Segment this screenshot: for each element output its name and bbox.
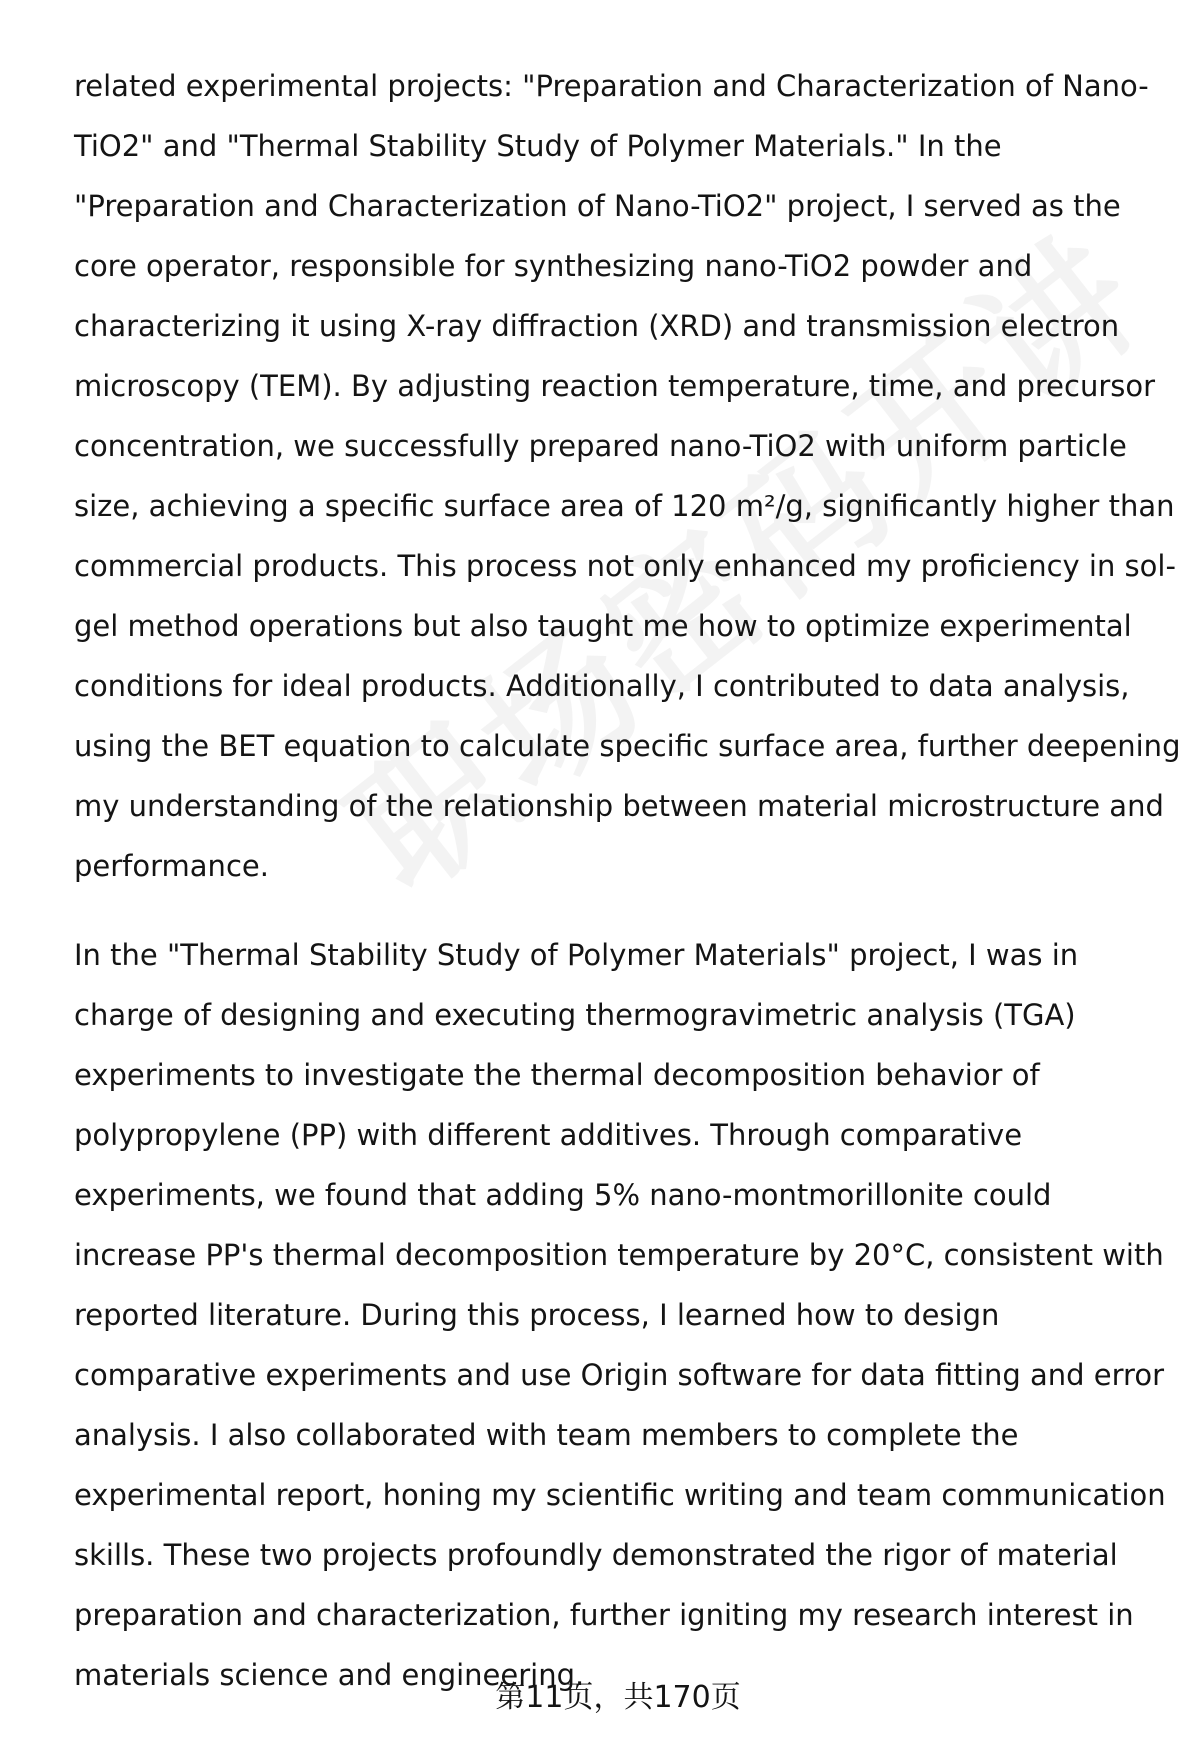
paragraph-1 bbox=[74, 56, 1181, 896]
text-line: TiO2" and "Thermal Stability Study of Polymer Materials." In the bbox=[74, 129, 1002, 163]
text-line: preparation and characterization, further igniting my research interest in bbox=[74, 1598, 1134, 1632]
text-line: performance. bbox=[74, 849, 269, 883]
text-line: experimental report, honing my scientific writing and team communication bbox=[74, 1478, 1166, 1512]
text-line: charge of designing and executing thermogravimetric analysis (TGA) bbox=[74, 998, 1076, 1032]
paragraph-spacer bbox=[74, 896, 1154, 925]
text-line: analysis. I also collaborated with team members to complete the bbox=[74, 1418, 1019, 1452]
text-line: In the "Thermal Stability Study of Polymer Materials" project, I was in bbox=[74, 938, 1079, 972]
text-line: concentration, we successfully prepared nano-TiO2 with uniform particle bbox=[74, 429, 1127, 463]
text-line: reported literature. During this process, I learned how to design bbox=[74, 1298, 1000, 1332]
text-line: comparative experiments and use Origin software for data fitting and error bbox=[74, 1358, 1164, 1392]
text-line: size, achieving a specific surface area of 120 m²/g, significantly higher than bbox=[74, 489, 1175, 523]
text-line: gel method operations but also taught me how to optimize experimental bbox=[74, 609, 1132, 643]
body-text bbox=[74, 56, 1181, 1705]
text-line: characterizing it using X-ray diffraction (XRD) and transmission electron bbox=[74, 309, 1120, 343]
text-line: microscopy (TEM). By adjusting reaction temperature, time, and precursor bbox=[74, 369, 1156, 403]
text-line: experiments to investigate the thermal decomposition behavior of bbox=[74, 1058, 1040, 1092]
paragraph-2 bbox=[74, 925, 1166, 1705]
text-line: materials science and engineering. bbox=[74, 1658, 585, 1692]
text-line: related experimental projects: "Preparation and Characterization of Nano- bbox=[74, 69, 1149, 103]
text-line: commercial products. This process not only enhanced my proficiency in sol- bbox=[74, 549, 1176, 583]
text-line: polypropylene (PP) with different additives. Through comparative bbox=[74, 1118, 1023, 1152]
text-line: experiments, we found that adding 5% nano-montmorillonite could bbox=[74, 1178, 1052, 1212]
text-line: using the BET equation to calculate specific surface area, further deepening bbox=[74, 729, 1181, 763]
page-number-footer: 第11页，共170页 bbox=[495, 1680, 741, 1715]
text-line: increase PP's thermal decomposition temperature by 20°C, consistent with bbox=[74, 1238, 1164, 1272]
text-line: core operator, responsible for synthesizing nano-TiO2 powder and bbox=[74, 249, 1033, 283]
text-line: my understanding of the relationship between material microstructure and bbox=[74, 789, 1164, 823]
text-line: conditions for ideal products. Additionally, I contributed to data analysis, bbox=[74, 669, 1130, 703]
text-line: "Preparation and Characterization of Nano-TiO2" project, I served as the bbox=[74, 189, 1121, 223]
text-line: skills. These two projects profoundly demonstrated the rigor of material bbox=[74, 1538, 1118, 1572]
